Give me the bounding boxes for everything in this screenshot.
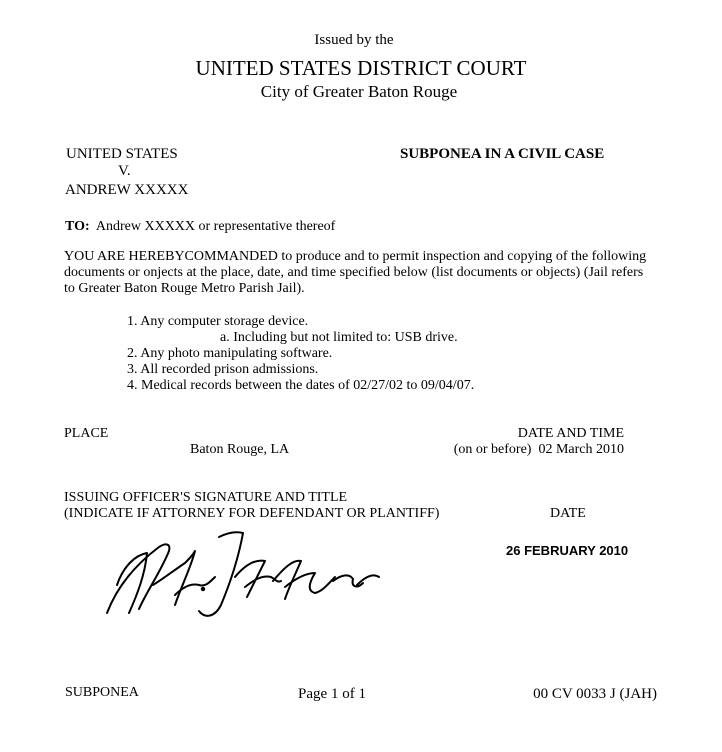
datetime-label: DATE AND TIME: [517, 426, 624, 441]
court-name: UNITED STATES DISTRICT COURT: [195, 56, 527, 80]
court-city: City of Greater Baton Rouge: [260, 82, 458, 101]
case-type-title: SUBPONEA IN A CIVIL CASE: [400, 146, 605, 162]
command-paragraph: YOU ARE HEREBYCOMMANDED to produce and to permit inspection and copying of the following documents or onjects at the place, date, and time specified below (list documents or objects) (Jail refers to Greater Baton Rouge Metro Parish Jail).: [64, 249, 647, 296]
issued-by-line: Issued by the: [314, 32, 394, 48]
issue-date-value: 26 FEBRUARY 2010: [506, 543, 629, 558]
datetime-value: (on or before) 02 March 2010: [453, 442, 624, 457]
versus-label: V.: [118, 163, 131, 179]
issue-date-label: DATE: [550, 506, 586, 521]
place-value: Baton Rouge, LA: [190, 442, 290, 457]
defendant-name: ANDREW XXXXX: [65, 182, 189, 198]
recipient-line: [65, 219, 335, 234]
list-item: 3. All recorded prison admissions.: [127, 362, 319, 377]
officer-label-line2: (INDICATE IF ATTORNEY FOR DEFENDANT OR PLANTIFF): [64, 506, 440, 521]
footer-case-number: 00 CV 0033 J (JAH): [533, 686, 657, 702]
officer-label-line1: ISSUING OFFICER'S SIGNATURE AND TITLE: [64, 490, 348, 505]
list-item: 1. Any computer storage device.: [127, 314, 309, 329]
footer-doc-type: SUBPONEA: [65, 685, 139, 700]
officer-signature: [95, 525, 395, 625]
recipient-name: Andrew XXXXX or representative thereof: [95, 219, 336, 234]
list-item: 4. Medical records between the dates of 02/27/02 to 09/04/07.: [127, 378, 475, 393]
list-item: 2. Any photo manipulating software.: [127, 346, 333, 361]
recipient-label: TO:: [65, 219, 90, 234]
plaintiff-name: UNITED STATES: [66, 146, 178, 162]
place-label: PLACE: [64, 426, 109, 441]
list-item: a. Including but not limited to: USB drive.: [220, 330, 458, 345]
footer-page-number: Page 1 of 1: [298, 686, 366, 702]
